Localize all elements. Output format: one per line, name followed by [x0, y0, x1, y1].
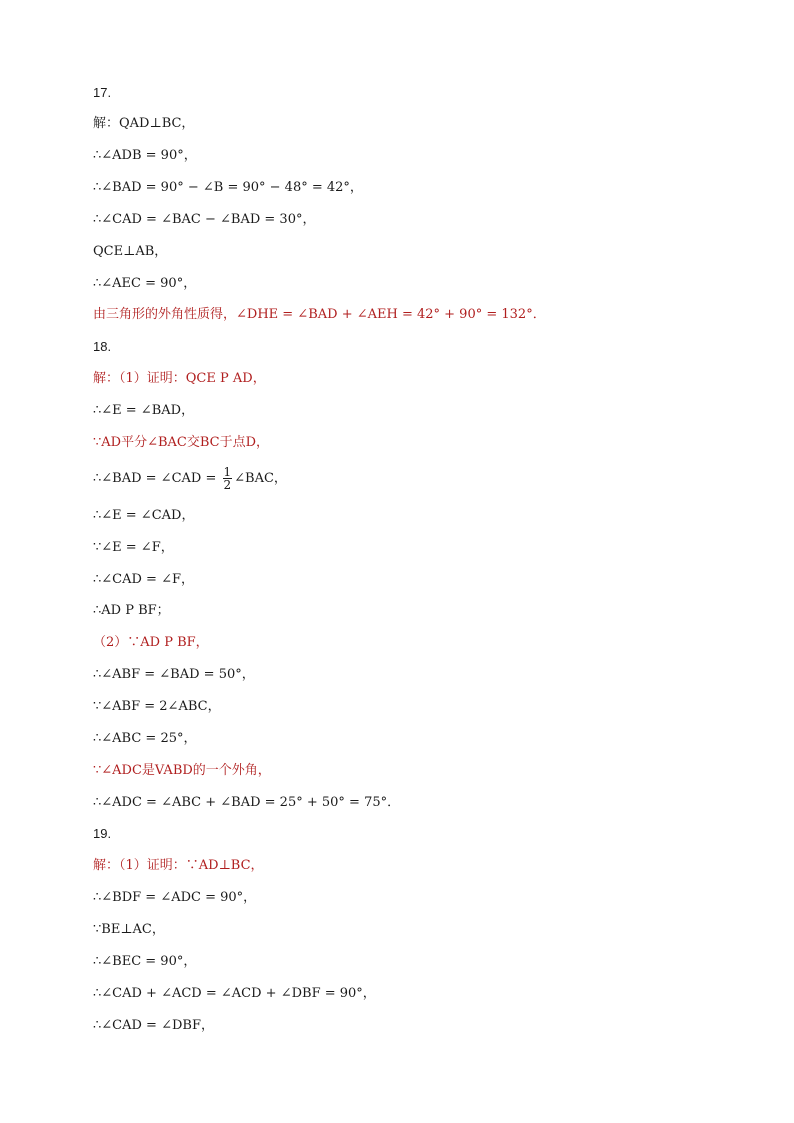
q19-line-4: ∴∠BEC = 90°，	[93, 954, 197, 969]
q18-line-11: ∵∠ABF = 2∠ABC，	[93, 699, 221, 714]
question-19-number: 19.	[93, 826, 112, 841]
q18-line-4-right: ∠BAC，	[234, 471, 287, 486]
q18-line-1: 解：（1）证明：QCE P AD，	[93, 371, 266, 386]
q18-line-8: ∴AD P BF；	[93, 603, 170, 618]
q18-line-5: ∴∠E = ∠CAD，	[93, 508, 195, 523]
q18-line-4-left: ∴∠BAD = ∠CAD =	[93, 471, 221, 486]
q18-line-3: ∵AD平分∠BAC交BC于点D，	[93, 435, 270, 450]
q18-line-9: （2）∵AD P BF，	[93, 635, 209, 650]
q17-line-5: QCE⊥AB，	[93, 244, 168, 259]
q18-line-13: ∵∠ADC是VABD的一个外角，	[93, 763, 271, 778]
q17-line-7: 由三角形的外角性质得，∠DHE = ∠BAD + ∠AEH = 42° + 90° = 132°．	[93, 307, 546, 322]
q18-line-10: ∴∠ABF = ∠BAD = 50°，	[93, 667, 255, 682]
q17-line-3: ∴∠BAD = 90° − ∠B = 90° − 48° = 42°，	[93, 180, 363, 195]
q17-line-6: ∴∠AEC = 90°，	[93, 276, 197, 291]
q19-line-2: ∴∠BDF = ∠ADC = 90°，	[93, 890, 257, 905]
q18-line-12: ∴∠ABC = 25°，	[93, 731, 197, 746]
fraction-denominator: 2	[223, 478, 232, 492]
fraction-numerator: 1	[223, 465, 232, 479]
fraction-one-half	[223, 466, 233, 491]
q18-line-6: ∵∠E = ∠F，	[93, 540, 174, 555]
question-17-number: 17.	[93, 85, 112, 100]
q18-line-14: ∴∠ADC = ∠ABC + ∠BAD = 25° + 50° = 75°．	[93, 795, 401, 810]
q18-line-7: ∴∠CAD = ∠F，	[93, 572, 194, 587]
q17-line-2: ∴∠ADB = 90°，	[93, 148, 197, 163]
q19-line-6: ∴∠CAD = ∠DBF，	[93, 1018, 214, 1033]
q19-line-3: ∵BE⊥AC，	[93, 922, 165, 937]
q17-line-4: ∴∠CAD = ∠BAC − ∠BAD = 30°，	[93, 212, 316, 227]
question-18-number: 18.	[93, 339, 112, 354]
q18-line-4	[93, 466, 287, 491]
q19-line-5: ∴∠CAD + ∠ACD = ∠ACD + ∠DBF = 90°，	[93, 986, 376, 1001]
q18-line-2: ∴∠E = ∠BAD，	[93, 403, 195, 418]
q19-line-1: 解：（1）证明：∵AD⊥BC，	[93, 858, 264, 873]
q17-line-1: 解：QAD⊥BC，	[93, 116, 195, 131]
